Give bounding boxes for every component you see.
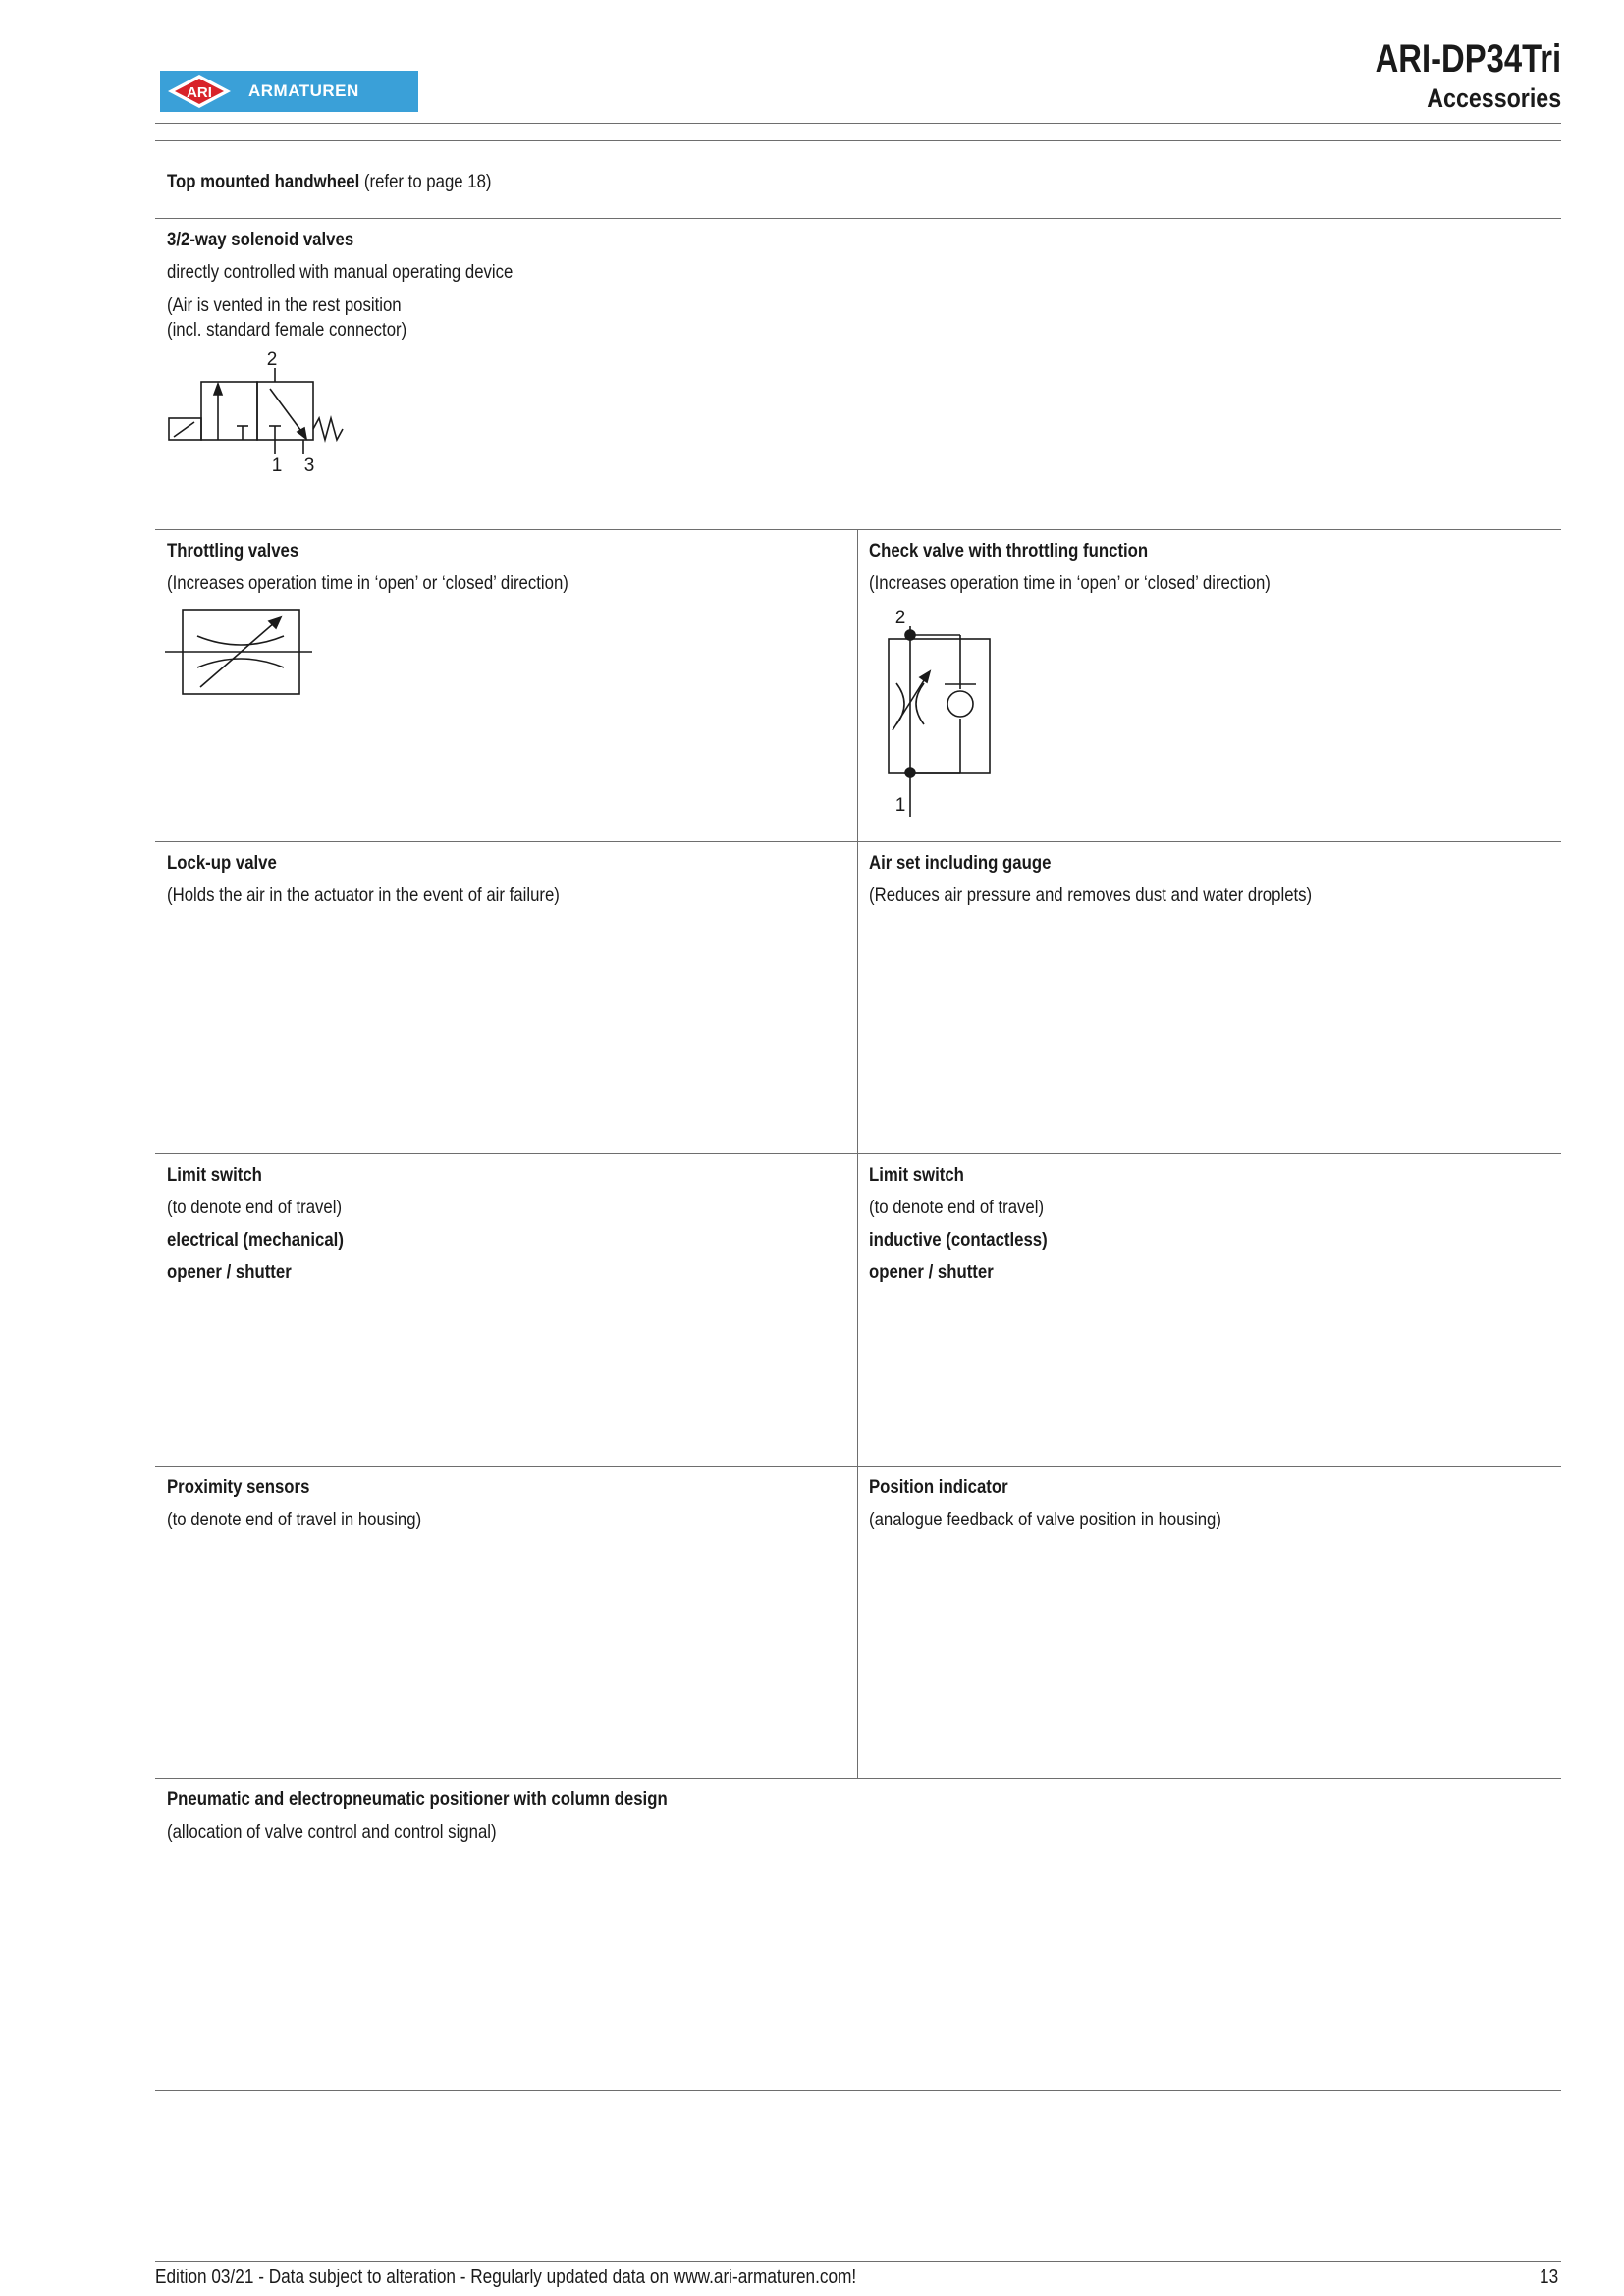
divider xyxy=(155,1778,1561,1779)
header-rule-bottom xyxy=(155,140,1561,141)
ari-diamond-icon xyxy=(160,71,239,112)
page-subtitle: Accessories xyxy=(1427,83,1561,113)
check-valve-port-1: 1 xyxy=(894,795,906,816)
positioner-desc: (allocation of valve control and control signal) xyxy=(167,1821,497,1842)
positioner-title: Pneumatic and electropneumatic positioner with column design xyxy=(167,1789,668,1810)
solenoid-line3: (incl. standard female connector) xyxy=(167,319,407,341)
solenoid-line1: directly controlled with manual operating device xyxy=(167,261,514,283)
proximity-desc: (to denote end of travel in housing) xyxy=(167,1509,422,1530)
solenoid-title: 3/2-way solenoid valves xyxy=(167,229,354,250)
footer-rule xyxy=(155,2261,1561,2262)
throttle-valve-symbol xyxy=(165,607,312,700)
product-title: ARI-DP34Tri xyxy=(1375,37,1561,80)
divider xyxy=(155,529,1561,530)
divider xyxy=(155,1153,1561,1154)
footer-text: Edition 03/21 - Data subject to alteration - Regularly updated data on www.ari-armaturen.com! xyxy=(155,2267,857,2288)
column-divider xyxy=(857,529,858,1778)
check-valve-port-2: 2 xyxy=(894,608,906,628)
limit-mech-type: electrical (mechanical) xyxy=(167,1229,344,1251)
limit-mech-desc: (to denote end of travel) xyxy=(167,1197,343,1218)
header-rule-top xyxy=(155,123,1561,124)
solenoid-valve-symbol xyxy=(162,351,378,474)
proximity-title: Proximity sensors xyxy=(167,1476,310,1498)
solenoid-port-3: 3 xyxy=(303,455,315,476)
handwheel-title: Top mounted handwheel xyxy=(167,171,360,192)
handwheel-note: (refer to page 18) xyxy=(363,171,492,192)
limit-ind-desc: (to denote end of travel) xyxy=(869,1197,1045,1218)
divider xyxy=(155,2090,1561,2091)
logo-mark: ARI xyxy=(187,84,212,101)
lockup-title: Lock-up valve xyxy=(167,852,277,874)
logo-brand-name: ARMATUREN xyxy=(248,81,359,100)
check-valve-desc: (Increases operation time in ‘open’ or ‘closed’ direction) xyxy=(869,572,1271,594)
check-valve-symbol xyxy=(879,609,1006,815)
limit-ind-mode: opener / shutter xyxy=(869,1261,994,1283)
divider xyxy=(155,218,1561,219)
page-number: 13 xyxy=(1540,2267,1559,2288)
limit-mech-mode: opener / shutter xyxy=(167,1261,292,1283)
limit-ind-type: inductive (contactless) xyxy=(869,1229,1048,1251)
divider xyxy=(155,841,1561,842)
lockup-desc: (Holds the air in the actuator in the event of air failure) xyxy=(167,884,560,906)
handwheel-row xyxy=(167,170,492,193)
solenoid-port-2: 2 xyxy=(266,349,278,370)
solenoid-line2: (Air is vented in the rest position xyxy=(167,294,402,316)
ari-logo xyxy=(160,71,418,112)
throttling-desc: (Increases operation time in ‘open’ or ‘closed’ direction) xyxy=(167,572,568,594)
check-valve-title: Check valve with throttling function xyxy=(869,540,1149,561)
airset-desc: (Reduces air pressure and removes dust and water droplets) xyxy=(869,884,1313,906)
position-desc: (analogue feedback of valve position in housing) xyxy=(869,1509,1221,1530)
divider xyxy=(155,1466,1561,1467)
solenoid-port-1: 1 xyxy=(271,455,283,476)
limit-mech-title: Limit switch xyxy=(167,1164,262,1186)
throttling-title: Throttling valves xyxy=(167,540,299,561)
airset-title: Air set including gauge xyxy=(869,852,1052,874)
limit-ind-title: Limit switch xyxy=(869,1164,964,1186)
position-title: Position indicator xyxy=(869,1476,1008,1498)
